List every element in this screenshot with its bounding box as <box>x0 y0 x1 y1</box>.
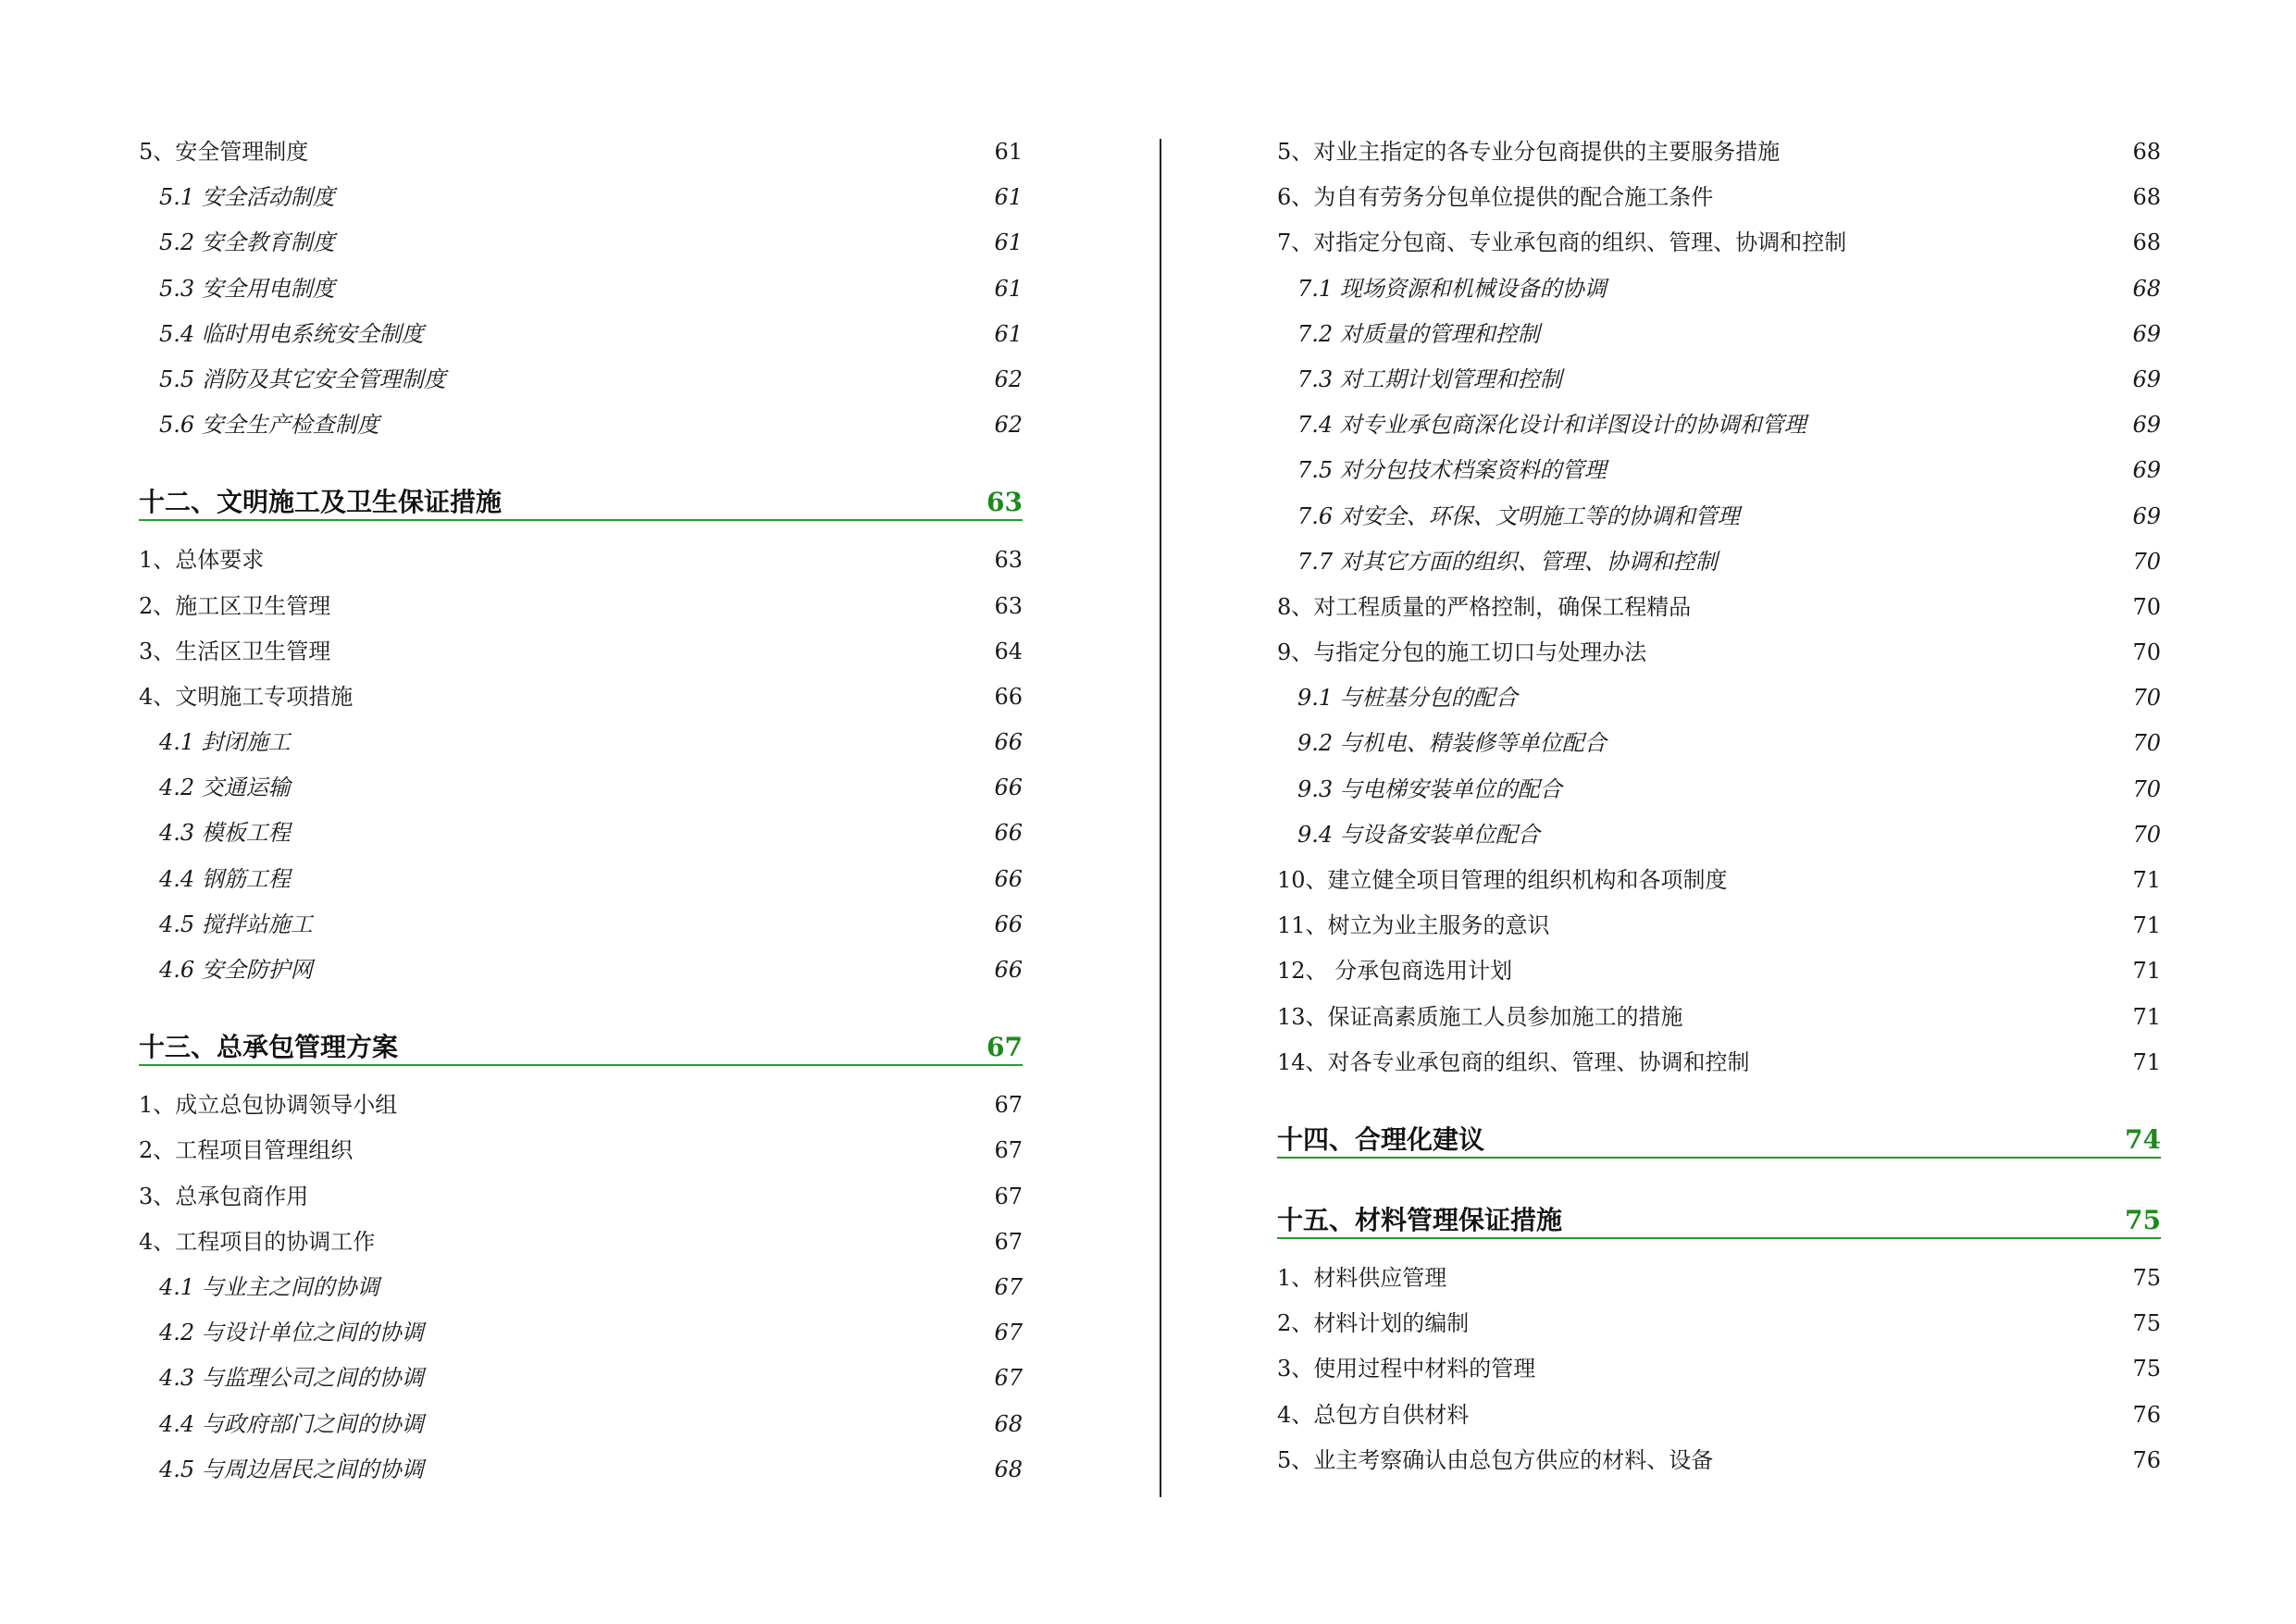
toc-entry[interactable] <box>139 629 1023 675</box>
toc-entry-title: 7、对指定分包商、专业承包商的组织、管理、协调和控制 <box>1277 229 1847 256</box>
toc-subentry[interactable] <box>1277 357 2161 403</box>
toc-entry[interactable] <box>1277 1040 2161 1085</box>
toc-entry[interactable] <box>1277 130 2161 175</box>
toc-entry[interactable] <box>1277 1438 2161 1483</box>
toc-entry[interactable] <box>139 1220 1023 1265</box>
toc-entry[interactable] <box>1277 630 2161 676</box>
toc-subentry[interactable] <box>139 902 1023 948</box>
toc-section-title: 十四、合理化建议 <box>1277 1123 1485 1155</box>
toc-subentry-page: 70 <box>2132 821 2161 848</box>
toc-subentry-title: 5.4 临时用电系统安全制度 <box>159 320 424 347</box>
toc-entry-page: 68 <box>2132 229 2161 256</box>
toc-entry-title: 3、使用过程中材料的管理 <box>1277 1356 1536 1382</box>
toc-subentry-title: 5.3 安全用电制度 <box>159 275 335 302</box>
toc-subentry-page: 67 <box>994 1320 1023 1346</box>
toc-subentry[interactable] <box>1277 448 2161 493</box>
toc-subentry[interactable] <box>139 857 1023 902</box>
toc-subentry-title: 7.7 对其它方面的组织、管理、协调和控制 <box>1297 548 1718 575</box>
toc-entry-page: 70 <box>2132 593 2161 620</box>
toc-entry-title: 2、施工区卫生管理 <box>139 592 331 619</box>
toc-section-heading[interactable] <box>139 464 1023 528</box>
toc-entry-page: 71 <box>2132 912 2161 939</box>
toc-entry-page: 67 <box>994 1092 1023 1119</box>
toc-entry-page: 75 <box>2132 1264 2161 1291</box>
toc-section-heading[interactable] <box>1277 1182 2161 1246</box>
toc-subentry[interactable] <box>1277 267 2161 312</box>
toc-entry-title: 8、对工程质量的严格控制，确保工程精品 <box>1277 593 1692 620</box>
toc-subentry-page: 69 <box>2132 502 2161 529</box>
toc-entry-page: 71 <box>2132 1003 2161 1030</box>
toc-subentry-title: 7.1 现场资源和机械设备的协调 <box>1297 275 1607 302</box>
toc-entry-title: 5、安全管理制度 <box>139 139 309 165</box>
toc-subentry[interactable] <box>1277 403 2161 448</box>
toc-subentry[interactable] <box>139 312 1023 357</box>
toc-subentry-title: 9.4 与设备安装单位配合 <box>1297 821 1540 848</box>
toc-section-title: 十五、材料管理保证措施 <box>1277 1204 1563 1235</box>
toc-subentry-title: 7.6 对安全、环保、文明施工等的协调和管理 <box>1297 502 1740 529</box>
section-underline <box>1277 1237 2161 1239</box>
toc-subentry-page: 66 <box>994 775 1023 801</box>
section-underline <box>1277 1157 2161 1159</box>
toc-subentry-title: 4.3 模板工程 <box>159 820 291 847</box>
toc-subentry[interactable] <box>139 403 1023 448</box>
toc-subentry-title: 9.2 与机电、精装修等单位配合 <box>1297 730 1607 757</box>
toc-section-heading[interactable] <box>1277 1101 2161 1166</box>
toc-section-title: 十二、文明施工及卫生保证措施 <box>139 487 503 518</box>
toc-subentry-page: 69 <box>2132 320 2161 347</box>
toc-entry-page: 76 <box>2132 1401 2161 1428</box>
toc-entry[interactable] <box>1277 948 2161 994</box>
toc-subentry[interactable] <box>1277 721 2161 766</box>
toc-subentry-page: 66 <box>994 729 1023 756</box>
toc-section-page: 63 <box>987 487 1023 518</box>
toc-subentry[interactable] <box>139 220 1023 266</box>
toc-entry-title: 1、成立总包协调领导小组 <box>139 1092 398 1119</box>
toc-subentry-title: 7.4 对专业承包商深化设计和详图设计的协调和管理 <box>1297 412 1806 439</box>
toc-subentry-page: 68 <box>2132 275 2161 302</box>
toc-subentry[interactable] <box>1277 539 2161 585</box>
toc-subentry-title: 4.2 交通运输 <box>159 775 291 801</box>
toc-entry-title: 9、与指定分包的施工切口与处理办法 <box>1277 639 1647 666</box>
toc-subentry-title: 4.6 安全防护网 <box>159 957 313 983</box>
toc-subentry-title: 5.2 安全教育制度 <box>159 229 335 256</box>
toc-entry[interactable] <box>139 584 1023 629</box>
toc-subentry-page: 69 <box>2132 412 2161 439</box>
toc-entry-page: 68 <box>2132 184 2161 211</box>
toc-subentry-title: 4.4 钢筋工程 <box>159 865 291 892</box>
toc-entry-page: 68 <box>2132 139 2161 165</box>
toc-entry[interactable] <box>1277 1301 2161 1346</box>
toc-subentry-page: 70 <box>2132 730 2161 757</box>
toc-entry-title: 12、 分承包商选用计划 <box>1277 958 1513 985</box>
toc-right-column <box>1277 130 2161 1483</box>
toc-entry-title: 1、总体要求 <box>139 547 265 574</box>
toc-subentry[interactable] <box>139 357 1023 403</box>
toc-subentry-page: 69 <box>2132 366 2161 392</box>
toc-subentry[interactable] <box>1277 767 2161 812</box>
toc-entry-page: 75 <box>2132 1310 2161 1337</box>
toc-entry[interactable] <box>139 675 1023 720</box>
toc-subentry-page: 67 <box>994 1273 1023 1300</box>
toc-entry-page: 67 <box>994 1228 1023 1255</box>
toc-section-title: 十三、总承包管理方案 <box>139 1032 399 1063</box>
toc-entry-page: 63 <box>994 547 1023 574</box>
toc-subentry[interactable] <box>139 811 1023 856</box>
section-underline <box>139 1064 1023 1066</box>
toc-subentry[interactable] <box>139 1402 1023 1447</box>
toc-entry-title: 3、总承包商作用 <box>139 1183 309 1209</box>
toc-subentry-title: 4.5 搅拌站施工 <box>159 911 313 937</box>
toc-subentry-title: 7.3 对工期计划管理和控制 <box>1297 366 1562 392</box>
toc-subentry[interactable] <box>1277 494 2161 539</box>
toc-subentry[interactable] <box>1277 312 2161 357</box>
section-underline <box>139 519 1023 521</box>
toc-entry-page: 67 <box>994 1137 1023 1164</box>
toc-section-page: 67 <box>987 1032 1023 1063</box>
toc-entry-page: 64 <box>994 638 1023 664</box>
toc-entry-title: 4、工程项目的协调工作 <box>139 1228 376 1255</box>
toc-entry[interactable] <box>1277 1256 2161 1301</box>
toc-subentry-page: 61 <box>994 184 1023 211</box>
toc-subentry-page: 61 <box>994 229 1023 256</box>
toc-left-column <box>139 130 1023 1493</box>
toc-subentry[interactable] <box>139 765 1023 811</box>
toc-section-heading[interactable] <box>139 1009 1023 1073</box>
toc-entry-title: 4、文明施工专项措施 <box>139 683 354 710</box>
toc-subentry-page: 70 <box>2132 548 2161 575</box>
toc-entry-title: 10、建立健全项目管理的组织机构和各项制度 <box>1277 867 1728 893</box>
toc-entry[interactable] <box>139 1174 1023 1220</box>
toc-entry-page: 63 <box>994 592 1023 619</box>
toc-subentry-title: 4.3 与监理公司之间的协调 <box>159 1365 424 1392</box>
toc-entry[interactable] <box>139 1083 1023 1128</box>
toc-entry-page: 75 <box>2132 1356 2161 1382</box>
column-divider <box>1160 139 1161 1497</box>
toc-subentry-page: 61 <box>994 320 1023 347</box>
toc-entry-page: 70 <box>2132 639 2161 666</box>
toc-subentry-title: 4.4 与政府部门之间的协调 <box>159 1410 424 1437</box>
toc-subentry-page: 69 <box>2132 457 2161 484</box>
toc-entry-title: 11、树立为业主服务的意识 <box>1277 912 1550 939</box>
toc-entry[interactable] <box>1277 175 2161 220</box>
toc-entry-page: 76 <box>2132 1446 2161 1473</box>
toc-subentry-page: 68 <box>994 1456 1023 1482</box>
toc-subentry-page: 68 <box>994 1410 1023 1437</box>
toc-entry[interactable] <box>1277 995 2161 1040</box>
toc-entry-title: 5、对业主指定的各专业分包商提供的主要服务措施 <box>1277 139 1781 165</box>
toc-subentry-title: 7.5 对分包技术档案资料的管理 <box>1297 457 1607 484</box>
toc-entry-page: 71 <box>2132 1048 2161 1075</box>
toc-subentry[interactable] <box>139 175 1023 220</box>
toc-subentry-page: 61 <box>994 275 1023 302</box>
toc-subentry-title: 4.1 与业主之间的协调 <box>159 1273 379 1300</box>
toc-entry-page: 67 <box>994 1183 1023 1209</box>
toc-subentry[interactable] <box>139 1265 1023 1310</box>
toc-subentry-page: 66 <box>994 820 1023 847</box>
toc-entry-title: 5、业主考察确认由总包方供应的材料、设备 <box>1277 1446 1714 1473</box>
toc-section-page: 75 <box>2125 1204 2161 1235</box>
toc-subentry-page: 62 <box>994 366 1023 392</box>
toc-entry-page: 71 <box>2132 867 2161 893</box>
toc-entry[interactable] <box>1277 903 2161 948</box>
toc-subentry-page: 62 <box>994 412 1023 439</box>
toc-entry[interactable] <box>1277 1393 2161 1438</box>
toc-entry-title: 1、材料供应管理 <box>1277 1264 1447 1291</box>
toc-subentry-page: 67 <box>994 1365 1023 1392</box>
toc-entry-title: 4、总包方自供材料 <box>1277 1401 1470 1428</box>
toc-entry-title: 13、保证高素质施工人员参加施工的措施 <box>1277 1003 1683 1030</box>
toc-subentry[interactable] <box>139 1356 1023 1401</box>
toc-entry-title: 3、生活区卫生管理 <box>139 638 331 664</box>
toc-subentry-title: 5.6 安全生产检查制度 <box>159 412 379 439</box>
toc-subentry[interactable] <box>139 267 1023 312</box>
toc-entry-title: 14、对各专业承包商的组织、管理、协调和控制 <box>1277 1048 1750 1075</box>
toc-subentry[interactable] <box>139 1310 1023 1356</box>
toc-subentry-title: 4.2 与设计单位之间的协调 <box>159 1320 424 1346</box>
toc-subentry-title: 4.1 封闭施工 <box>159 729 291 756</box>
toc-entry[interactable] <box>1277 858 2161 903</box>
toc-subentry-title: 9.1 与桩基分包的配合 <box>1297 685 1518 712</box>
toc-subentry-title: 4.5 与周边居民之间的协调 <box>159 1456 424 1482</box>
toc-entry-page: 61 <box>994 139 1023 165</box>
toc-entry-title: 2、材料计划的编制 <box>1277 1310 1470 1337</box>
toc-entry[interactable] <box>1277 585 2161 630</box>
toc-entry-page: 71 <box>2132 958 2161 985</box>
toc-entry[interactable] <box>1277 220 2161 266</box>
toc-subentry[interactable] <box>1277 812 2161 858</box>
toc-subentry-page: 70 <box>2132 685 2161 712</box>
toc-entry[interactable] <box>139 130 1023 175</box>
toc-section-page: 74 <box>2125 1123 2161 1155</box>
toc-subentry-page: 66 <box>994 957 1023 983</box>
toc-entry-title: 2、工程项目管理组织 <box>139 1137 354 1164</box>
toc-subentry-page: 66 <box>994 911 1023 937</box>
toc-subentry-title: 7.2 对质量的管理和控制 <box>1297 320 1540 347</box>
toc-subentry[interactable] <box>1277 676 2161 721</box>
toc-subentry-title: 9.3 与电梯安装单位的配合 <box>1297 775 1562 802</box>
toc-entry[interactable] <box>139 538 1023 583</box>
toc-subentry-page: 70 <box>2132 775 2161 802</box>
toc-subentry[interactable] <box>139 720 1023 765</box>
toc-entry-title: 6、为自有劳务分包单位提供的配合施工条件 <box>1277 184 1714 211</box>
toc-subentry-page: 66 <box>994 865 1023 892</box>
toc-subentry[interactable] <box>139 948 1023 993</box>
toc-subentry[interactable] <box>139 1447 1023 1493</box>
toc-entry[interactable] <box>1277 1346 2161 1392</box>
toc-entry[interactable] <box>139 1128 1023 1173</box>
toc-entry-page: 66 <box>994 683 1023 710</box>
toc-subentry-title: 5.5 消防及其它安全管理制度 <box>159 366 446 392</box>
toc-subentry-title: 5.1 安全活动制度 <box>159 184 335 211</box>
